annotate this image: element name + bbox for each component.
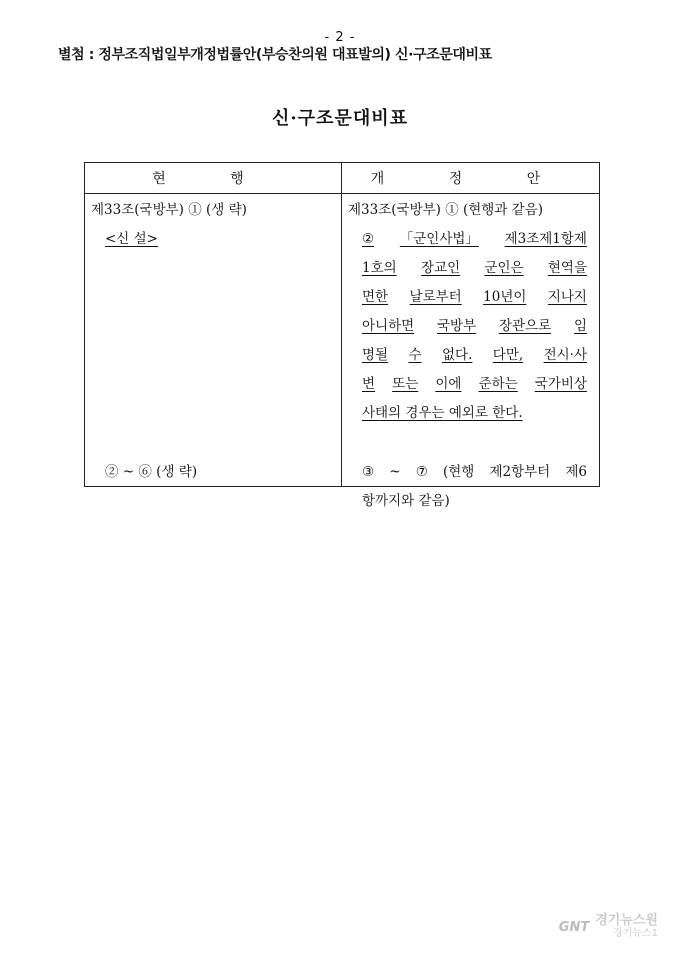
- header-revised: 개 정 안: [342, 163, 600, 194]
- header-current: 현 행: [85, 163, 342, 194]
- comparison-table: [84, 162, 600, 509]
- new-paragraph-line: 사태의 경우는 예외로 한다.: [362, 405, 523, 421]
- header-row: [85, 163, 600, 194]
- current-rest: ② ~ ⑥ (생 략): [105, 464, 198, 480]
- new-paragraph-line: ② 「군인사법」 제3조제1항제: [362, 231, 587, 247]
- logo-main-text: 경기뉴스원: [595, 913, 658, 928]
- revised-rest-line: ③ ~ ⑦ (현행 제2항부터 제6: [362, 464, 587, 480]
- page-number: - 2 -: [324, 30, 356, 45]
- current-cell: [85, 194, 342, 487]
- new-paragraph-line: 명될 수 없다. 다만, 전시·사: [362, 347, 587, 363]
- new-paragraph-line: 면한 날로부터 10년이 지나지: [362, 289, 587, 305]
- new-paragraph-line: 1호의 장교인 군인은 현역을: [362, 260, 587, 276]
- new-paragraph-line: 아니하면 국방부 장관으로 임: [362, 318, 587, 334]
- document-title: 신·구조문대비표: [272, 108, 408, 129]
- revised-article: 제33조(국방부) ① (현행과 같음): [348, 202, 544, 218]
- attachment-title: 별첨 : 정부조직법일부개정법률안(부승찬의원 대표발의) 신·구조문대비표: [58, 47, 492, 63]
- body-row: [85, 194, 600, 487]
- logo-mark: GNT: [558, 919, 590, 935]
- new-provision-mark: <신 설>: [105, 231, 158, 247]
- new-paragraph-line: 변 또는 이에 준하는 국가비상: [362, 376, 587, 392]
- revised-rest-line: 항까지와 같음): [362, 493, 450, 509]
- revised-cell: [342, 194, 600, 509]
- logo-sub-text: 경기뉴스1: [612, 928, 658, 939]
- watermark-logo: [559, 914, 658, 940]
- current-article: 제33조(국방부) ① (생 략): [91, 202, 247, 218]
